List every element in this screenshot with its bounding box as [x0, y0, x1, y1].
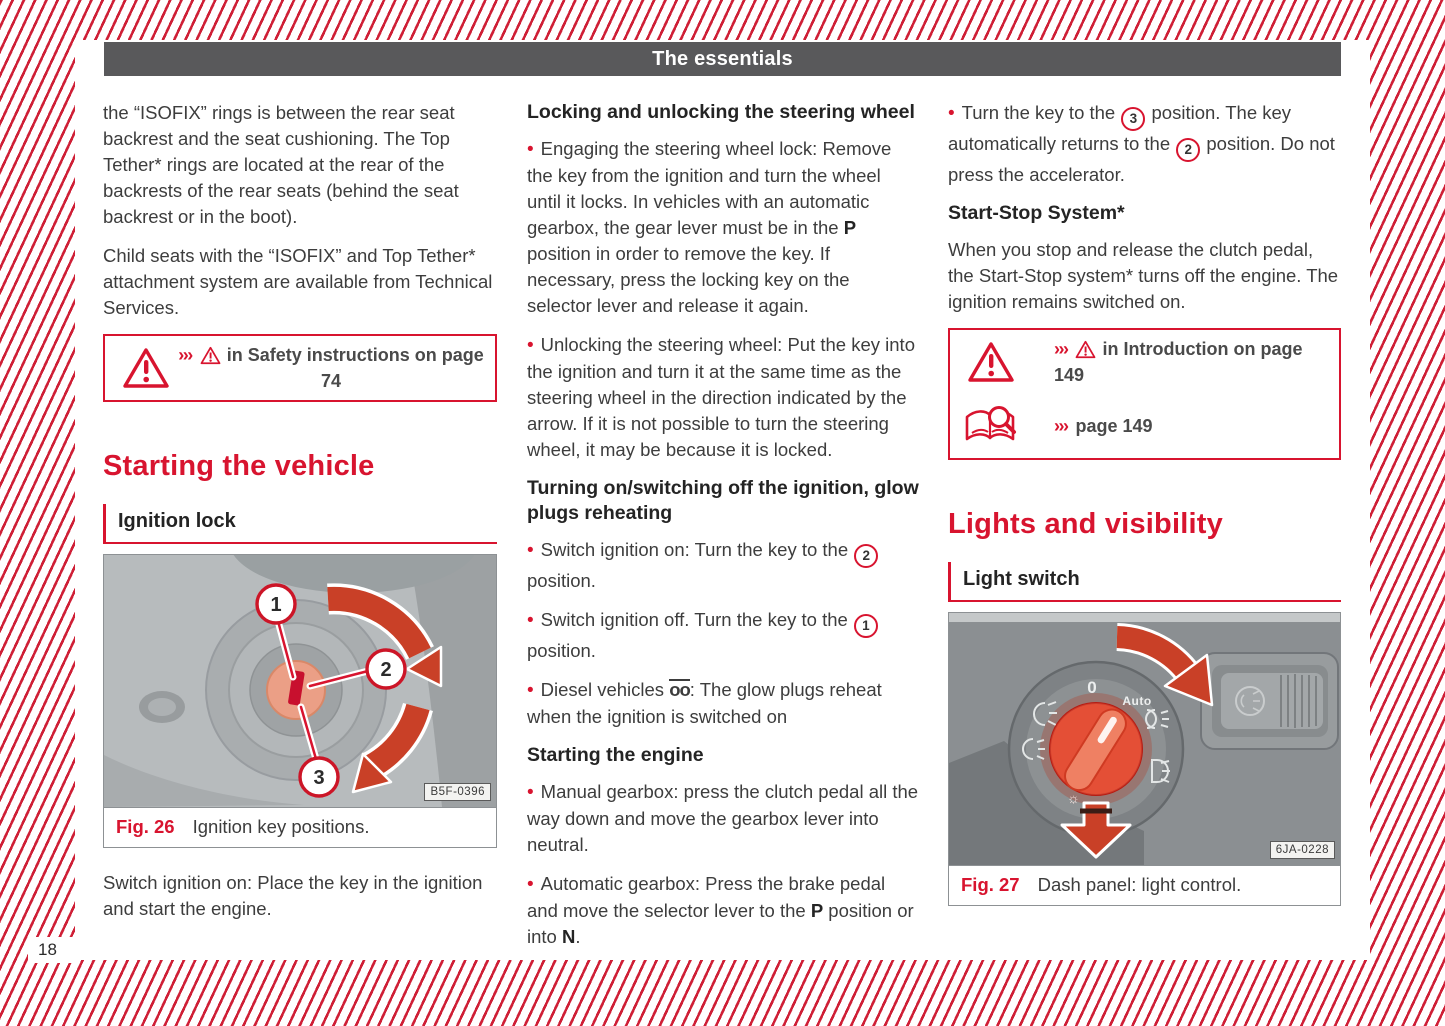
glow-plug-icon: oo	[669, 679, 690, 700]
figure-26-caption	[104, 807, 496, 847]
ignition-lock-illustration	[104, 555, 496, 807]
callout-1	[257, 585, 295, 623]
small-warning-triangle-icon	[1075, 340, 1096, 359]
manual-page	[75, 40, 1370, 960]
warning-row	[950, 330, 1339, 394]
heading-start-stop-system: Start-Stop System*	[948, 202, 1125, 224]
figure-27-photo	[949, 613, 1340, 865]
bullet-item: • Diesel vehicles oo: The glow plugs reheat when the ignition is switched on	[527, 679, 882, 727]
circled-number-1: 1	[854, 614, 878, 638]
paragraph: Child seats with the “ISOFIX” and Top Tether* attachment system are available from Technical Services.	[103, 245, 493, 318]
bullet-dot: •	[527, 335, 534, 356]
warning-triangle-icon	[115, 346, 177, 390]
heading-locking-steering-wheel: Locking and unlocking the steering wheel	[527, 101, 915, 123]
ignition-barrel	[206, 600, 386, 780]
bullet-item: • Manual gearbox: press the clutch pedal all the way down and move the gearbox lever into neutral.	[527, 781, 919, 855]
bullet-dot: •	[527, 610, 534, 631]
svg-text:1: 1	[270, 594, 282, 616]
reference-text: ››› page 149	[1054, 416, 1153, 436]
figure-27	[948, 612, 1341, 906]
warning-text: ››› in Introduction on page 149	[1054, 339, 1303, 385]
page-number: 18	[28, 937, 78, 963]
paragraph: When you stop and release the clutch pedal, the Start-Stop system* turns off the engine. The ignition remains switched on.	[948, 239, 1339, 312]
circled-number-3: 3	[1121, 107, 1145, 131]
bullet-dot: •	[948, 103, 955, 124]
bullet-item: • Unlocking the steering wheel: Put the key into the ignition and turn it at the same time as the steering wheel in the direction indicated by the arrow. If it is not possible to turn the steering wheel, it may be because it is locked.	[527, 334, 915, 460]
light-switch-illustration	[949, 613, 1340, 865]
bullet-item: • Engaging the steering wheel lock: Remove the key from the ignition and turn the wheel until it locks. In vehicles with an automatic gearbox, the gear lever must be in the P position in order to remove the key. If necessary, press the locking key on the selector lever and release it again.	[527, 138, 892, 316]
heading-turning-ignition: Turning on/switching off the ignition, glow plugs reheating	[527, 477, 919, 524]
section-title-starting-the-vehicle: Starting the vehicle	[103, 450, 375, 482]
warning-text: ››› in Safety instructions on page 74	[178, 345, 484, 391]
subsection-ignition-lock: Ignition lock	[103, 504, 497, 544]
safety-warning-box	[103, 334, 497, 402]
small-warning-triangle-icon	[200, 346, 221, 365]
right-column	[948, 100, 1341, 906]
bullet-dot: •	[527, 874, 534, 895]
bullet-dot: •	[527, 540, 534, 561]
left-column	[103, 100, 497, 935]
figure-26-label: Fig. 26	[116, 816, 175, 837]
bullet-dot: •	[527, 782, 534, 803]
bullet-item: • Automatic gearbox: Press the brake pedal and move the selector lever to the P position or into N.	[527, 873, 914, 947]
warning-triangle-icon	[960, 340, 1022, 384]
book-search-icon	[960, 403, 1022, 449]
headlight-range-control	[1201, 653, 1338, 749]
subsection-light-switch: Light switch	[948, 562, 1341, 602]
figure-26-photo	[104, 555, 496, 807]
light-on-symbol: ☼	[1067, 790, 1080, 806]
bullet-dot: •	[527, 680, 534, 701]
bullet-item: • Turn the key to the 3 position. The key automatically returns to the 2 position. Do not press the accelerator.	[948, 102, 1335, 185]
page-header-title: The essentials	[652, 47, 793, 70]
introduction-warning-box	[948, 328, 1341, 460]
callout-3	[300, 758, 338, 796]
warning-row	[105, 336, 495, 400]
figure-27-label: Fig. 27	[961, 874, 1020, 895]
heading-starting-engine: Starting the engine	[527, 744, 704, 766]
bullet-dot: •	[527, 139, 534, 160]
circled-number-2: 2	[854, 544, 878, 568]
paragraph: the “ISOFIX” rings is between the rear seat backrest and the seat cushioning. The Top Tether* rings are located at the rear of the backrests of the rear seats (behind the seat backrest or in the boot).	[103, 102, 459, 227]
circled-number-2: 2	[1176, 138, 1200, 162]
svg-text:0: 0	[1087, 678, 1097, 697]
section-title-lights-and-visibility: Lights and visibility	[948, 508, 1223, 540]
figure-26-code: B5F-0396	[424, 783, 491, 801]
svg-text:2: 2	[380, 659, 392, 681]
figure-27-caption-text: Dash panel: light control.	[1037, 874, 1242, 895]
callout-2	[367, 650, 405, 688]
svg-text:3: 3	[313, 767, 325, 789]
page-header	[104, 42, 1341, 76]
middle-column	[527, 100, 919, 963]
figure-26	[103, 554, 497, 848]
figure-26-caption-text: Ignition key positions.	[192, 816, 370, 837]
reference-row	[950, 394, 1339, 458]
bullet-item: • Switch ignition on: Turn the key to the 2 position.	[527, 537, 919, 594]
bullet-item: • Switch ignition off. Turn the key to the 1 position.	[527, 607, 919, 664]
figure-27-code: 6JA-0228	[1270, 841, 1335, 859]
figure-27-caption	[949, 865, 1340, 905]
svg-text:Auto: Auto	[1122, 694, 1152, 708]
paragraph: Switch ignition on: Place the key in the ignition and start the engine.	[103, 872, 483, 919]
